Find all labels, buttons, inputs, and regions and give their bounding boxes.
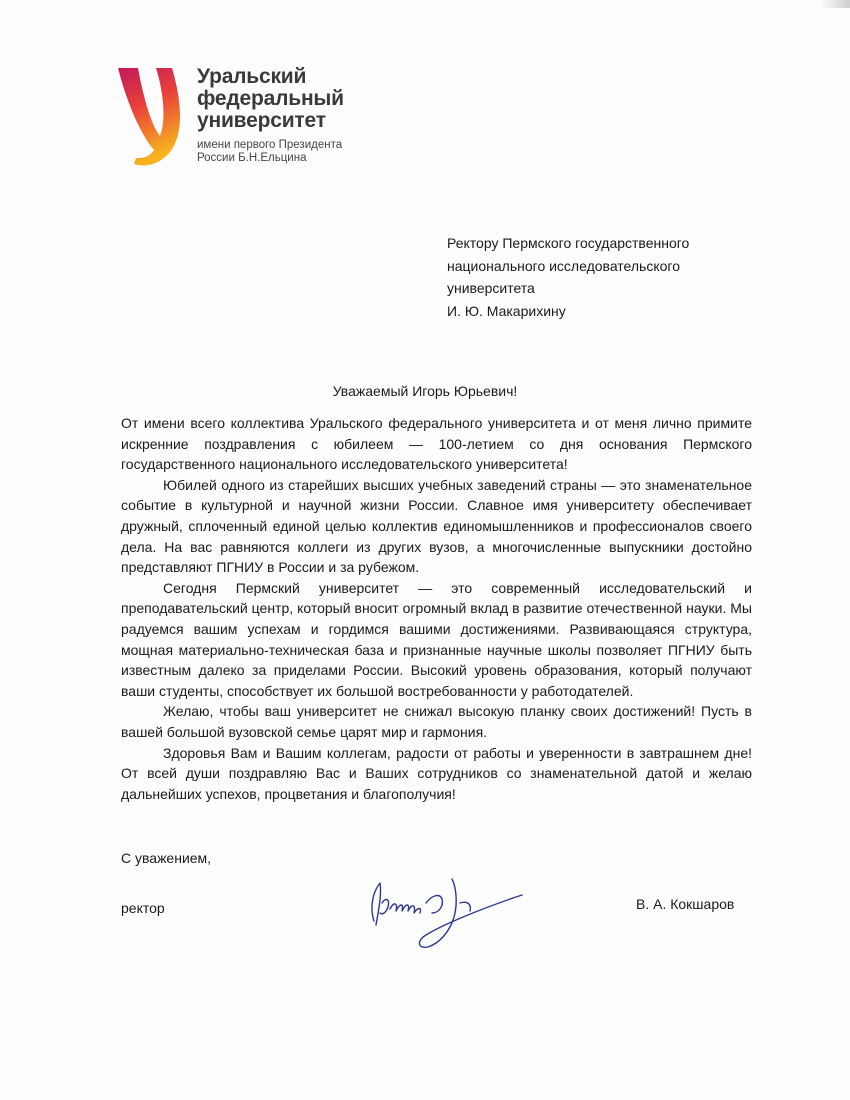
greeting: Уважаемый Игорь Юрьевич! (332, 383, 518, 399)
addressee-line-2: национального исследовательского (447, 257, 680, 274)
closing: С уважением, (121, 850, 212, 866)
signer-name: В. А. Кокшаров (636, 896, 735, 912)
paragraph-3: Сегодня Пермский университет — это современный исследовательский и преподавательский центр, который вносит огромный вклад в развитие отечественной науки. Мы радуемся вашим успехам и гордимся вашими достижениями. Развивающаяся структура, мощная материально-техническая база и признанные научные школы позволяет ПГНИУ быть известным далеко за приделами России. Высокий уровень образования, который получают ваши студенты, способствует их большой востребованности у работодателей. (121, 579, 752, 699)
handwritten-signature (360, 873, 530, 958)
paragraph-2: Юбилей одного из старейших высших учебных заведений страны — это знаменательное событие в культурной и научной жизни России. Славное имя университету обеспечивает дружный, сплоченный единой целью коллектив единомышленников и профессионалов своего дела. На вас равняются коллеги из других вузов, а многочисленные выпускники достойно представляют ПГНИУ в России и за рубежом. (121, 476, 752, 576)
logo-subtitle-line-2: России Б.Н.Ельцина (197, 152, 307, 164)
addressee-name: И. Ю. Макарихину (447, 302, 566, 319)
paragraph-5: Здоровья Вам и Вашим коллегам, радости от работы и уверенности в завтрашнем дне! От всей души поздравляю Вас и Ваших сотрудников со знаменательной датой и желаю дальнейших успехов, процветания и благополучия! (121, 744, 752, 802)
paragraph-4: Желаю, чтобы ваш университет не снижал высокую планку своих достижений! Пусть в вашей большой вузовской семье царят мир и гармония. (121, 703, 752, 740)
addressee-line-1: Ректору Пермского государственного (447, 235, 690, 251)
scan-edge (820, 0, 850, 8)
signer-position: ректор (121, 900, 165, 916)
logo-subtitle-line-1: имени первого Президента (197, 139, 343, 151)
addressee-block (447, 232, 689, 322)
logo-title-line-1: Уральский (197, 65, 307, 88)
logo-title-line-2: федеральный (197, 87, 344, 110)
university-logo (112, 64, 372, 174)
ural-u-logo-icon (112, 64, 192, 168)
addressee-line-3: университета (447, 280, 535, 296)
logo-title-line-3: университет (197, 109, 326, 132)
letter-body (121, 413, 752, 804)
paragraph-1: От имени всего коллектива Уральского федерального университета и от меня лично примите искренние поздравления с юбилеем — 100-летием со дня основания Пермского государственного национального исследовательского университета! (121, 415, 752, 473)
